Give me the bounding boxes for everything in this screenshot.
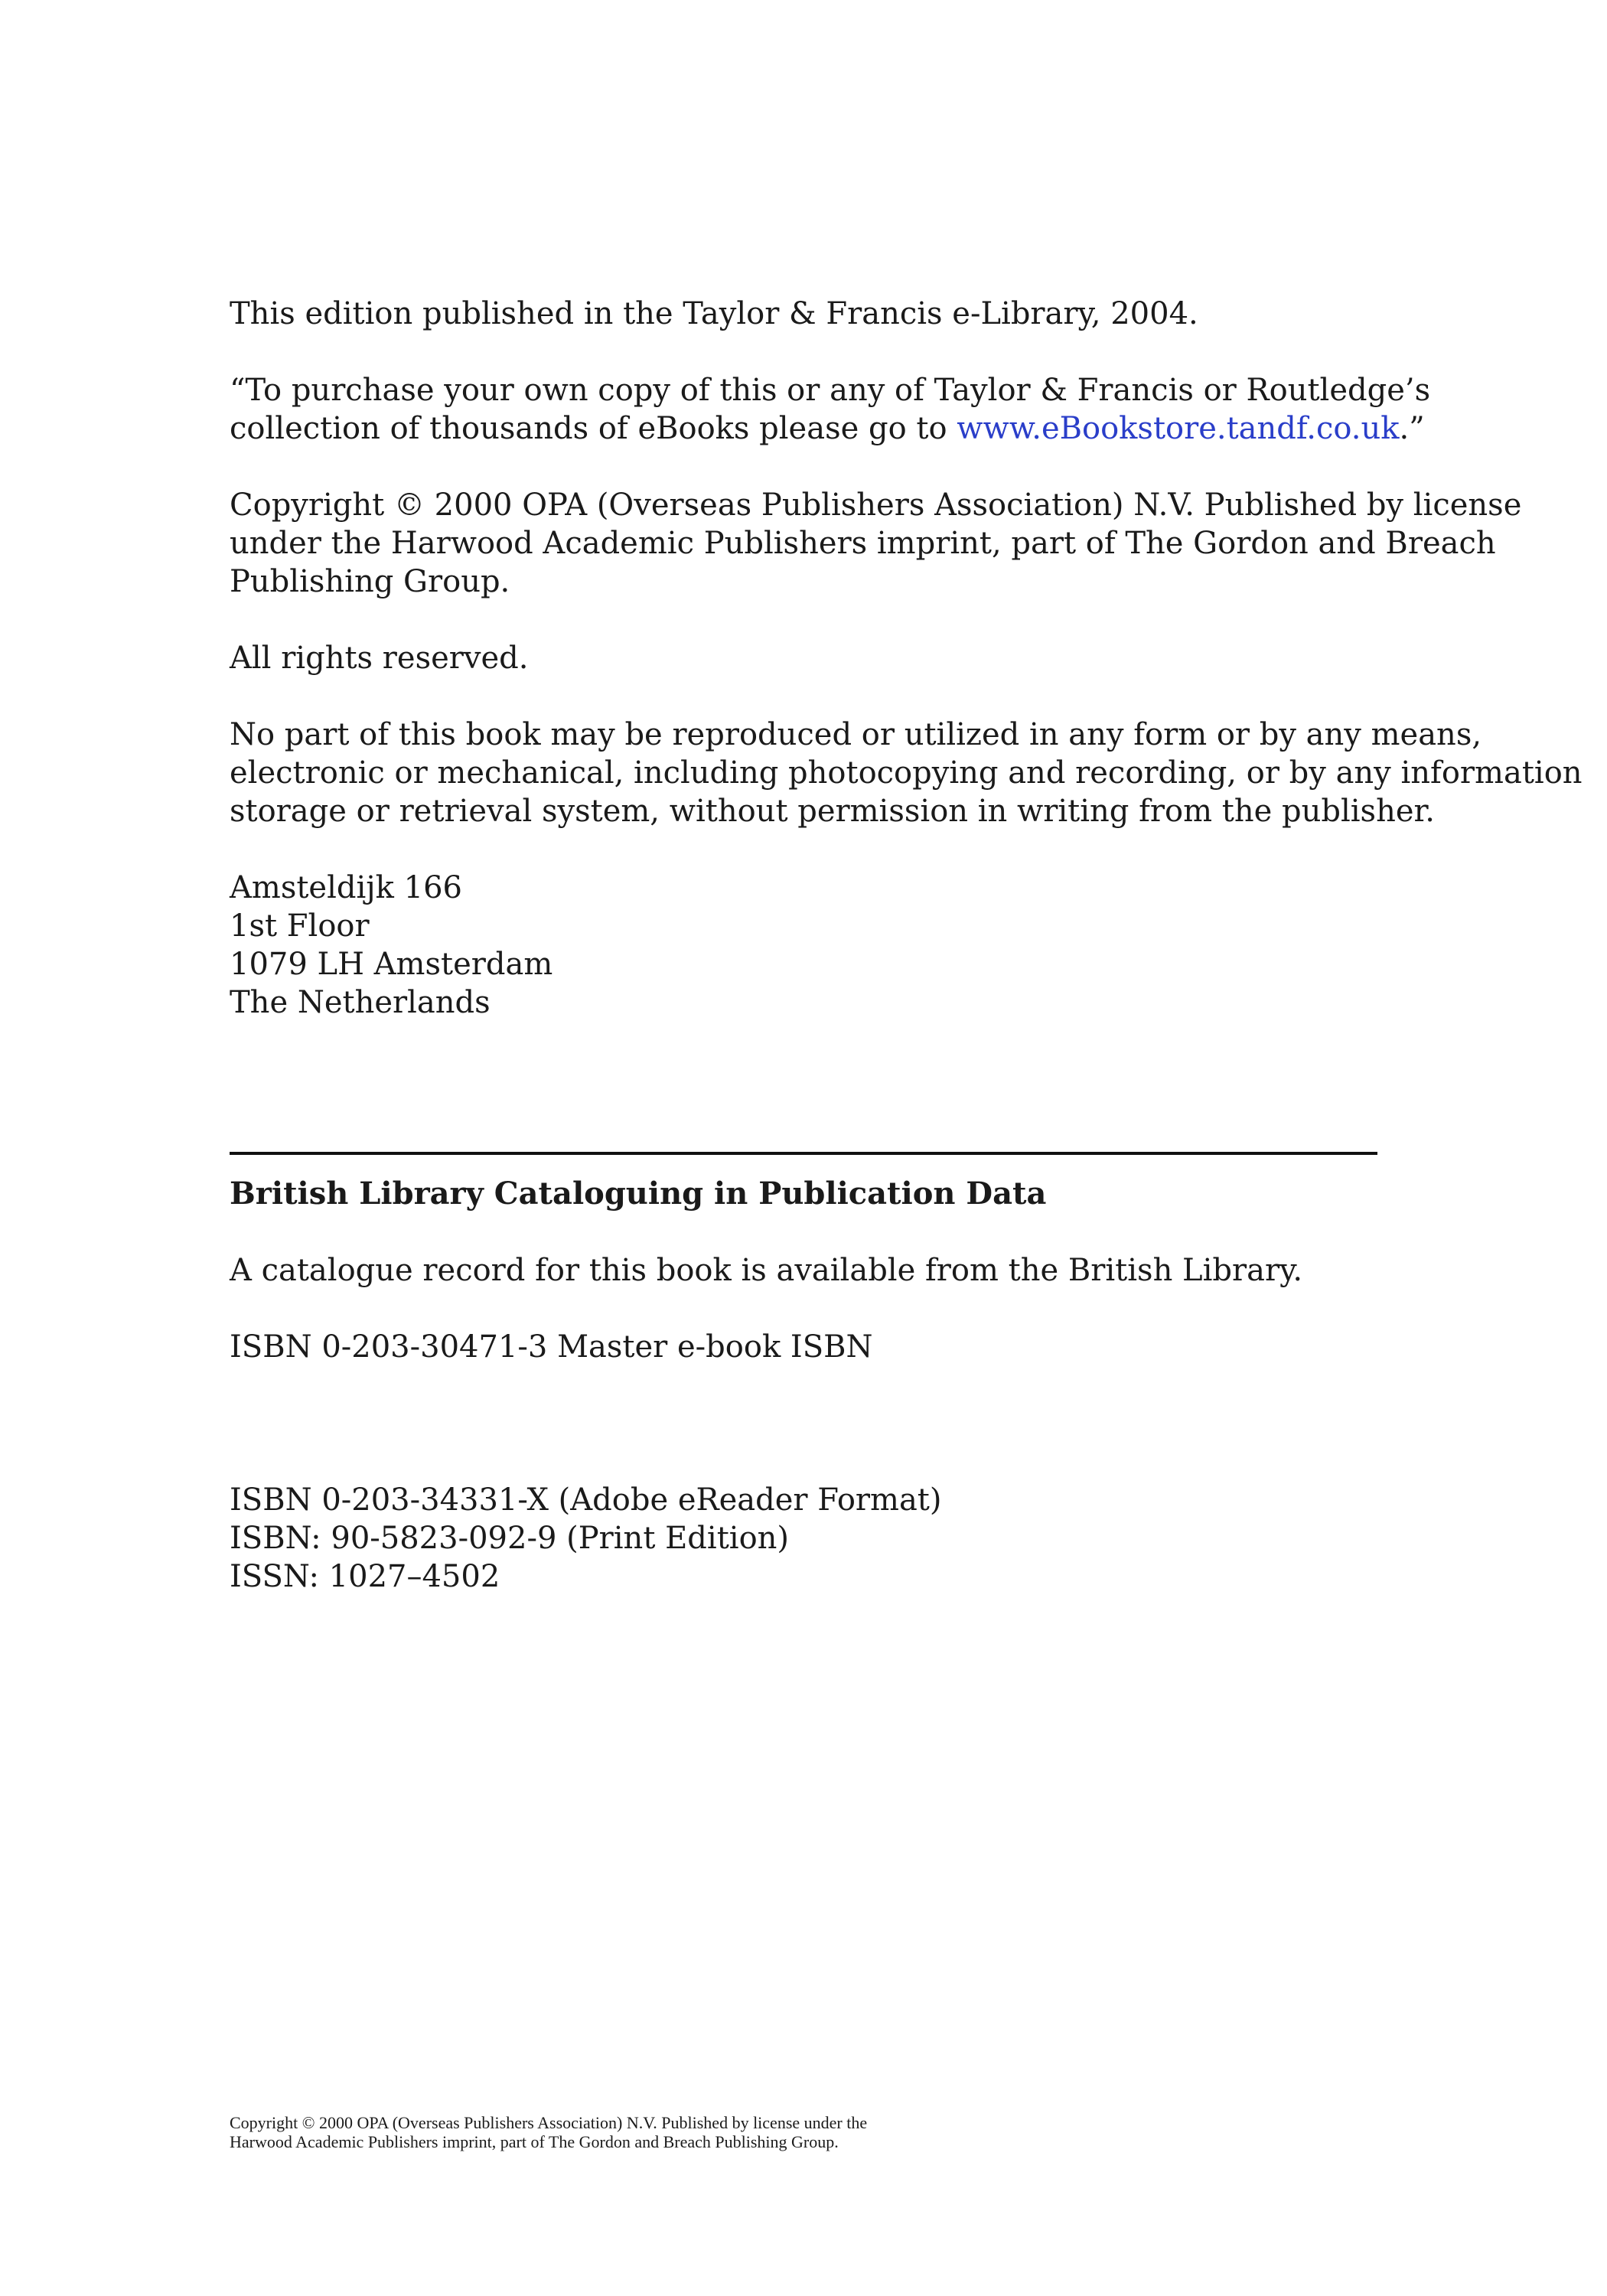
reproduction-line-2: electronic or mechanical, including photocopying and recording, or by any information [230, 755, 1583, 791]
rights-reserved [230, 639, 1377, 677]
cataloguing-heading-text: British Library Cataloguing in Publication Data [230, 1176, 1047, 1212]
rights-reserved-text: All rights reserved. [230, 641, 529, 676]
purchase-line-1: “To purchase your own copy of this or any of Taylor & Francis or Routledge’s [230, 373, 1431, 408]
copyright-notice [230, 486, 1522, 601]
footer-line-2: Harwood Academic Publishers imprint, part of The Gordon and Breach Publishing Group. [230, 2132, 839, 2151]
footer-copyright [230, 2113, 995, 2151]
master-isbn [230, 1328, 1377, 1366]
adobe-isbn: ISBN 0-203-34331-X (Adobe eReader Format) [230, 1482, 942, 1518]
ebookstore-link[interactable]: www.eBookstore.tandf.co.uk [957, 411, 1400, 446]
section-divider [230, 1152, 1377, 1155]
edition-note-text: This edition published in the Taylor & Francis e-Library, 2004. [230, 296, 1198, 331]
issn: ISSN: 1027–4502 [230, 1559, 500, 1594]
purchase-line-2-suffix: .” [1399, 411, 1425, 446]
address-city: 1079 LH Amsterdam [230, 947, 553, 982]
edition-note [230, 295, 1377, 333]
purchase-notice [230, 371, 1431, 448]
address-floor: 1st Floor [230, 908, 370, 944]
reproduction-line-1: No part of this book may be reproduced or utilized in any form or by any means, [230, 717, 1482, 752]
purchase-line-2 [230, 409, 1425, 448]
catalogue-record-note [230, 1251, 1377, 1290]
print-isbn: ISBN: 90-5823-092-9 (Print Edition) [230, 1521, 790, 1556]
reproduction-notice [230, 716, 1583, 830]
address-street: Amsteldijk 166 [230, 870, 462, 905]
copyright-line-1: Copyright © 2000 OPA (Overseas Publishers Association) N.V. Published by license [230, 488, 1522, 523]
master-isbn-text: ISBN 0-203-30471-3 Master e-book ISBN [230, 1329, 873, 1365]
publisher-address [230, 869, 1377, 1022]
catalogue-record-text: A catalogue record for this book is available from the British Library. [230, 1253, 1303, 1288]
copyright-line-3: Publishing Group. [230, 564, 510, 599]
address-country: The Netherlands [230, 985, 491, 1020]
footer-line-1: Copyright © 2000 OPA (Overseas Publishers Association) N.V. Published by license under the [230, 2113, 868, 2132]
cataloguing-heading [230, 1175, 1377, 1213]
reproduction-line-3: storage or retrieval system, without permission in writing from the publisher. [230, 794, 1435, 829]
copyright-line-2: under the Harwood Academic Publishers imprint, part of The Gordon and Breach [230, 526, 1496, 561]
isbn-list [230, 1481, 1377, 1596]
purchase-line-2-prefix: collection of thousands of eBooks please go to [230, 411, 957, 446]
